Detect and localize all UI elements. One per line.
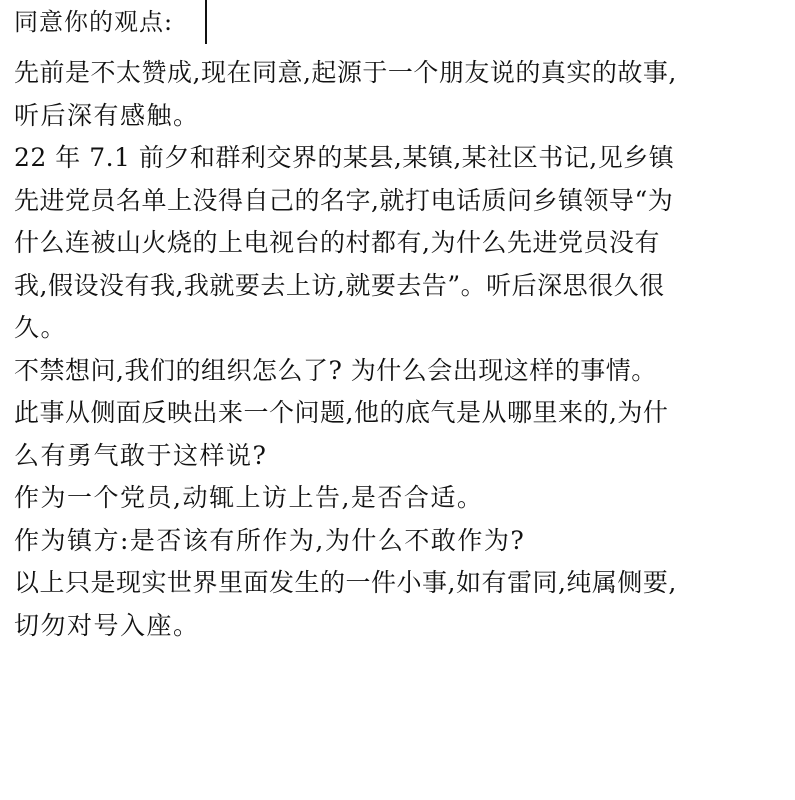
text-line: 么有勇气敢于这样说? bbox=[14, 440, 268, 470]
text-line: 切勿对号入座。 bbox=[14, 610, 200, 640]
text-line: 不禁想问,我们的组织怎么了? 为什么会出现这样的事情。 bbox=[14, 355, 657, 385]
text-line: 以上只是现实世界里面发生的一件小事,如有雷同,纯属侧要, bbox=[14, 568, 677, 597]
header-line bbox=[14, 2, 173, 42]
text-line: 什么连被山火烧的上电视台的村都有,为什么先进党员没有 bbox=[14, 228, 660, 257]
document-body bbox=[14, 52, 784, 647]
text-line: 久。 bbox=[14, 313, 68, 342]
header-text: 同意你的观点: bbox=[14, 8, 174, 36]
text-cursor-divider bbox=[205, 0, 207, 44]
text-line: 作为一个党员,动辄上访上告,是否合适。 bbox=[14, 483, 484, 512]
text-line: 我,假设没有我,我就要去上访,就要去告”。听后深思很久很 bbox=[14, 270, 665, 300]
text-line: 先前是不太赞成,现在同意,起源于一个朋友说的真实的故事, bbox=[14, 58, 677, 87]
text-line: 先进党员名单上没得自己的名字,就打电话质问乡镇领导“为 bbox=[14, 185, 674, 215]
text-line: 22 年 7.1 前夕和群利交界的某县,某镇,某社区书记,见乡镇 bbox=[14, 143, 675, 172]
text-line: 此事从侧面反映出来一个问题,他的底气是从哪里来的,为什 bbox=[14, 398, 669, 427]
text-line: 作为镇方:是否该有所作为,为什么不敢作为? bbox=[14, 525, 526, 555]
text-line: 听后深有感触。 bbox=[14, 100, 200, 130]
